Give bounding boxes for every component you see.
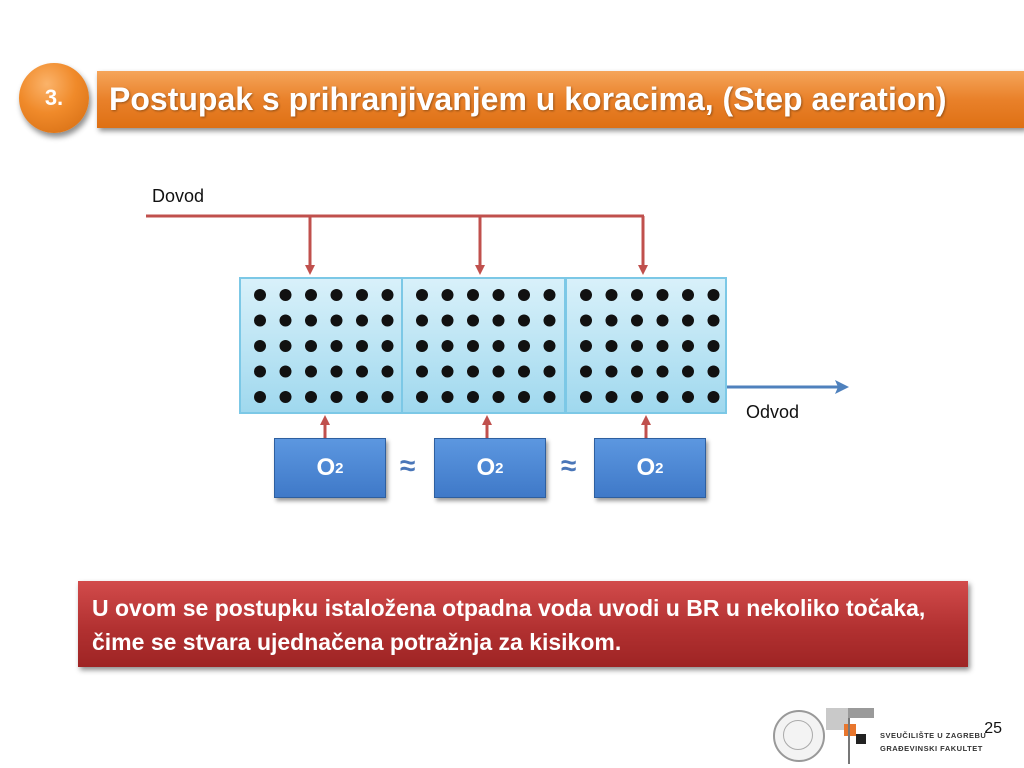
sludge-dot	[467, 366, 479, 378]
oxygen-subscript: 2	[335, 459, 344, 477]
sludge-dot	[382, 391, 394, 403]
sludge-dot	[416, 391, 428, 403]
sludge-dot	[280, 289, 292, 301]
sludge-dot	[356, 340, 368, 352]
faculty-logo-icon	[822, 700, 878, 764]
faculty-logo-text	[880, 729, 986, 755]
oxygen-box-2	[434, 438, 546, 498]
sludge-dot	[254, 289, 266, 301]
sludge-dot	[518, 289, 530, 301]
sludge-dot	[467, 391, 479, 403]
sludge-dot	[442, 289, 454, 301]
page-number: 25	[984, 720, 1002, 737]
sludge-dot	[254, 340, 266, 352]
oxygen-symbol: O	[476, 454, 496, 481]
sludge-dot	[382, 340, 394, 352]
sludge-dot	[254, 391, 266, 403]
sludge-dot	[356, 391, 368, 403]
sludge-dot	[493, 315, 505, 327]
sludge-dot	[544, 391, 556, 403]
approx-symbol-1: ≈	[400, 450, 416, 481]
sludge-dot	[493, 391, 505, 403]
sludge-dot	[493, 289, 505, 301]
sludge-dot	[631, 366, 643, 378]
sludge-dot	[493, 340, 505, 352]
logo-text-line1: SVEUČILIŠTE U ZAGREBU	[880, 731, 987, 740]
sludge-dot	[331, 340, 343, 352]
sludge-dot	[382, 366, 394, 378]
sludge-dot	[467, 340, 479, 352]
sludge-dot	[606, 366, 618, 378]
sludge-dot	[708, 289, 720, 301]
sludge-dot	[280, 315, 292, 327]
sludge-dot	[606, 391, 618, 403]
sludge-dot	[382, 315, 394, 327]
sludge-dot	[682, 289, 694, 301]
outflow-label: Odvod	[746, 402, 800, 422]
sludge-dot	[606, 340, 618, 352]
sludge-dot	[305, 366, 317, 378]
sludge-dot	[606, 315, 618, 327]
sludge-dot	[708, 366, 720, 378]
sludge-dot	[544, 366, 556, 378]
sludge-dot	[416, 366, 428, 378]
sludge-dot	[518, 391, 530, 403]
sludge-dot	[657, 289, 669, 301]
sludge-dot	[606, 289, 618, 301]
oxygen-symbol: O	[636, 454, 656, 481]
oxygen-arrows	[325, 420, 646, 438]
sludge-dot	[331, 391, 343, 403]
logo-text-line2: GRAĐEVINSKI FAKULTET	[880, 744, 983, 753]
sludge-dot	[280, 366, 292, 378]
sludge-dot	[331, 315, 343, 327]
sludge-dot	[682, 315, 694, 327]
sludge-dot	[544, 289, 556, 301]
approx-symbol-2: ≈	[561, 450, 577, 481]
sludge-dot	[657, 366, 669, 378]
aeration-tanks	[240, 278, 726, 413]
sludge-dot	[280, 391, 292, 403]
sludge-dot	[657, 340, 669, 352]
sludge-dot	[382, 289, 394, 301]
sludge-dot	[416, 289, 428, 301]
sludge-dot	[657, 391, 669, 403]
sludge-dot	[631, 340, 643, 352]
sludge-dot	[356, 366, 368, 378]
sludge-dot	[631, 289, 643, 301]
sludge-dot	[580, 340, 592, 352]
sludge-dot	[280, 340, 292, 352]
step-number-badge: 3.	[19, 63, 89, 133]
sludge-dot	[331, 289, 343, 301]
sludge-dot	[631, 391, 643, 403]
explanation-note: U ovom se postupku istaložena otpadna voda uvodi u BR u nekoliko točaka, čime se stvara ujednačena potražnja za kisikom.	[78, 581, 968, 667]
sludge-dot	[305, 315, 317, 327]
sludge-dot	[356, 289, 368, 301]
sludge-dot	[682, 366, 694, 378]
sludge-dot	[682, 391, 694, 403]
sludge-dot	[708, 340, 720, 352]
oxygen-symbol: O	[316, 454, 336, 481]
sludge-dot	[356, 315, 368, 327]
sludge-dot	[544, 315, 556, 327]
sludge-dot	[631, 315, 643, 327]
oxygen-subscript: 2	[495, 459, 504, 477]
sludge-dot	[331, 366, 343, 378]
sludge-dot	[518, 315, 530, 327]
sludge-dot	[416, 340, 428, 352]
sludge-dot	[442, 391, 454, 403]
inflow-label: Dovod	[152, 186, 205, 206]
sludge-dot	[467, 289, 479, 301]
sludge-dot	[518, 366, 530, 378]
sludge-dot	[580, 391, 592, 403]
sludge-dot	[416, 315, 428, 327]
sludge-dot	[708, 315, 720, 327]
sludge-dot	[442, 366, 454, 378]
oxygen-box-1	[274, 438, 386, 498]
sludge-dot	[580, 315, 592, 327]
slide-title: Postupak s prihranjivanjem u koracima, (Step aeration)	[97, 71, 1024, 128]
sludge-dot	[580, 289, 592, 301]
sludge-dot	[442, 340, 454, 352]
sludge-dot	[467, 315, 479, 327]
sludge-dot	[305, 340, 317, 352]
university-seal-logo	[773, 710, 825, 762]
sludge-dot	[580, 366, 592, 378]
sludge-dot	[518, 340, 530, 352]
oxygen-subscript: 2	[655, 459, 664, 477]
sludge-dot	[254, 366, 266, 378]
sludge-dot	[708, 391, 720, 403]
feed-pipe	[146, 216, 644, 270]
sludge-dot	[493, 366, 505, 378]
oxygen-box-3	[594, 438, 706, 498]
sludge-dot	[305, 391, 317, 403]
sludge-dot	[254, 315, 266, 327]
sludge-dot	[305, 289, 317, 301]
sludge-dot	[682, 340, 694, 352]
sludge-dot	[544, 340, 556, 352]
sludge-dot	[657, 315, 669, 327]
sludge-dot	[442, 315, 454, 327]
